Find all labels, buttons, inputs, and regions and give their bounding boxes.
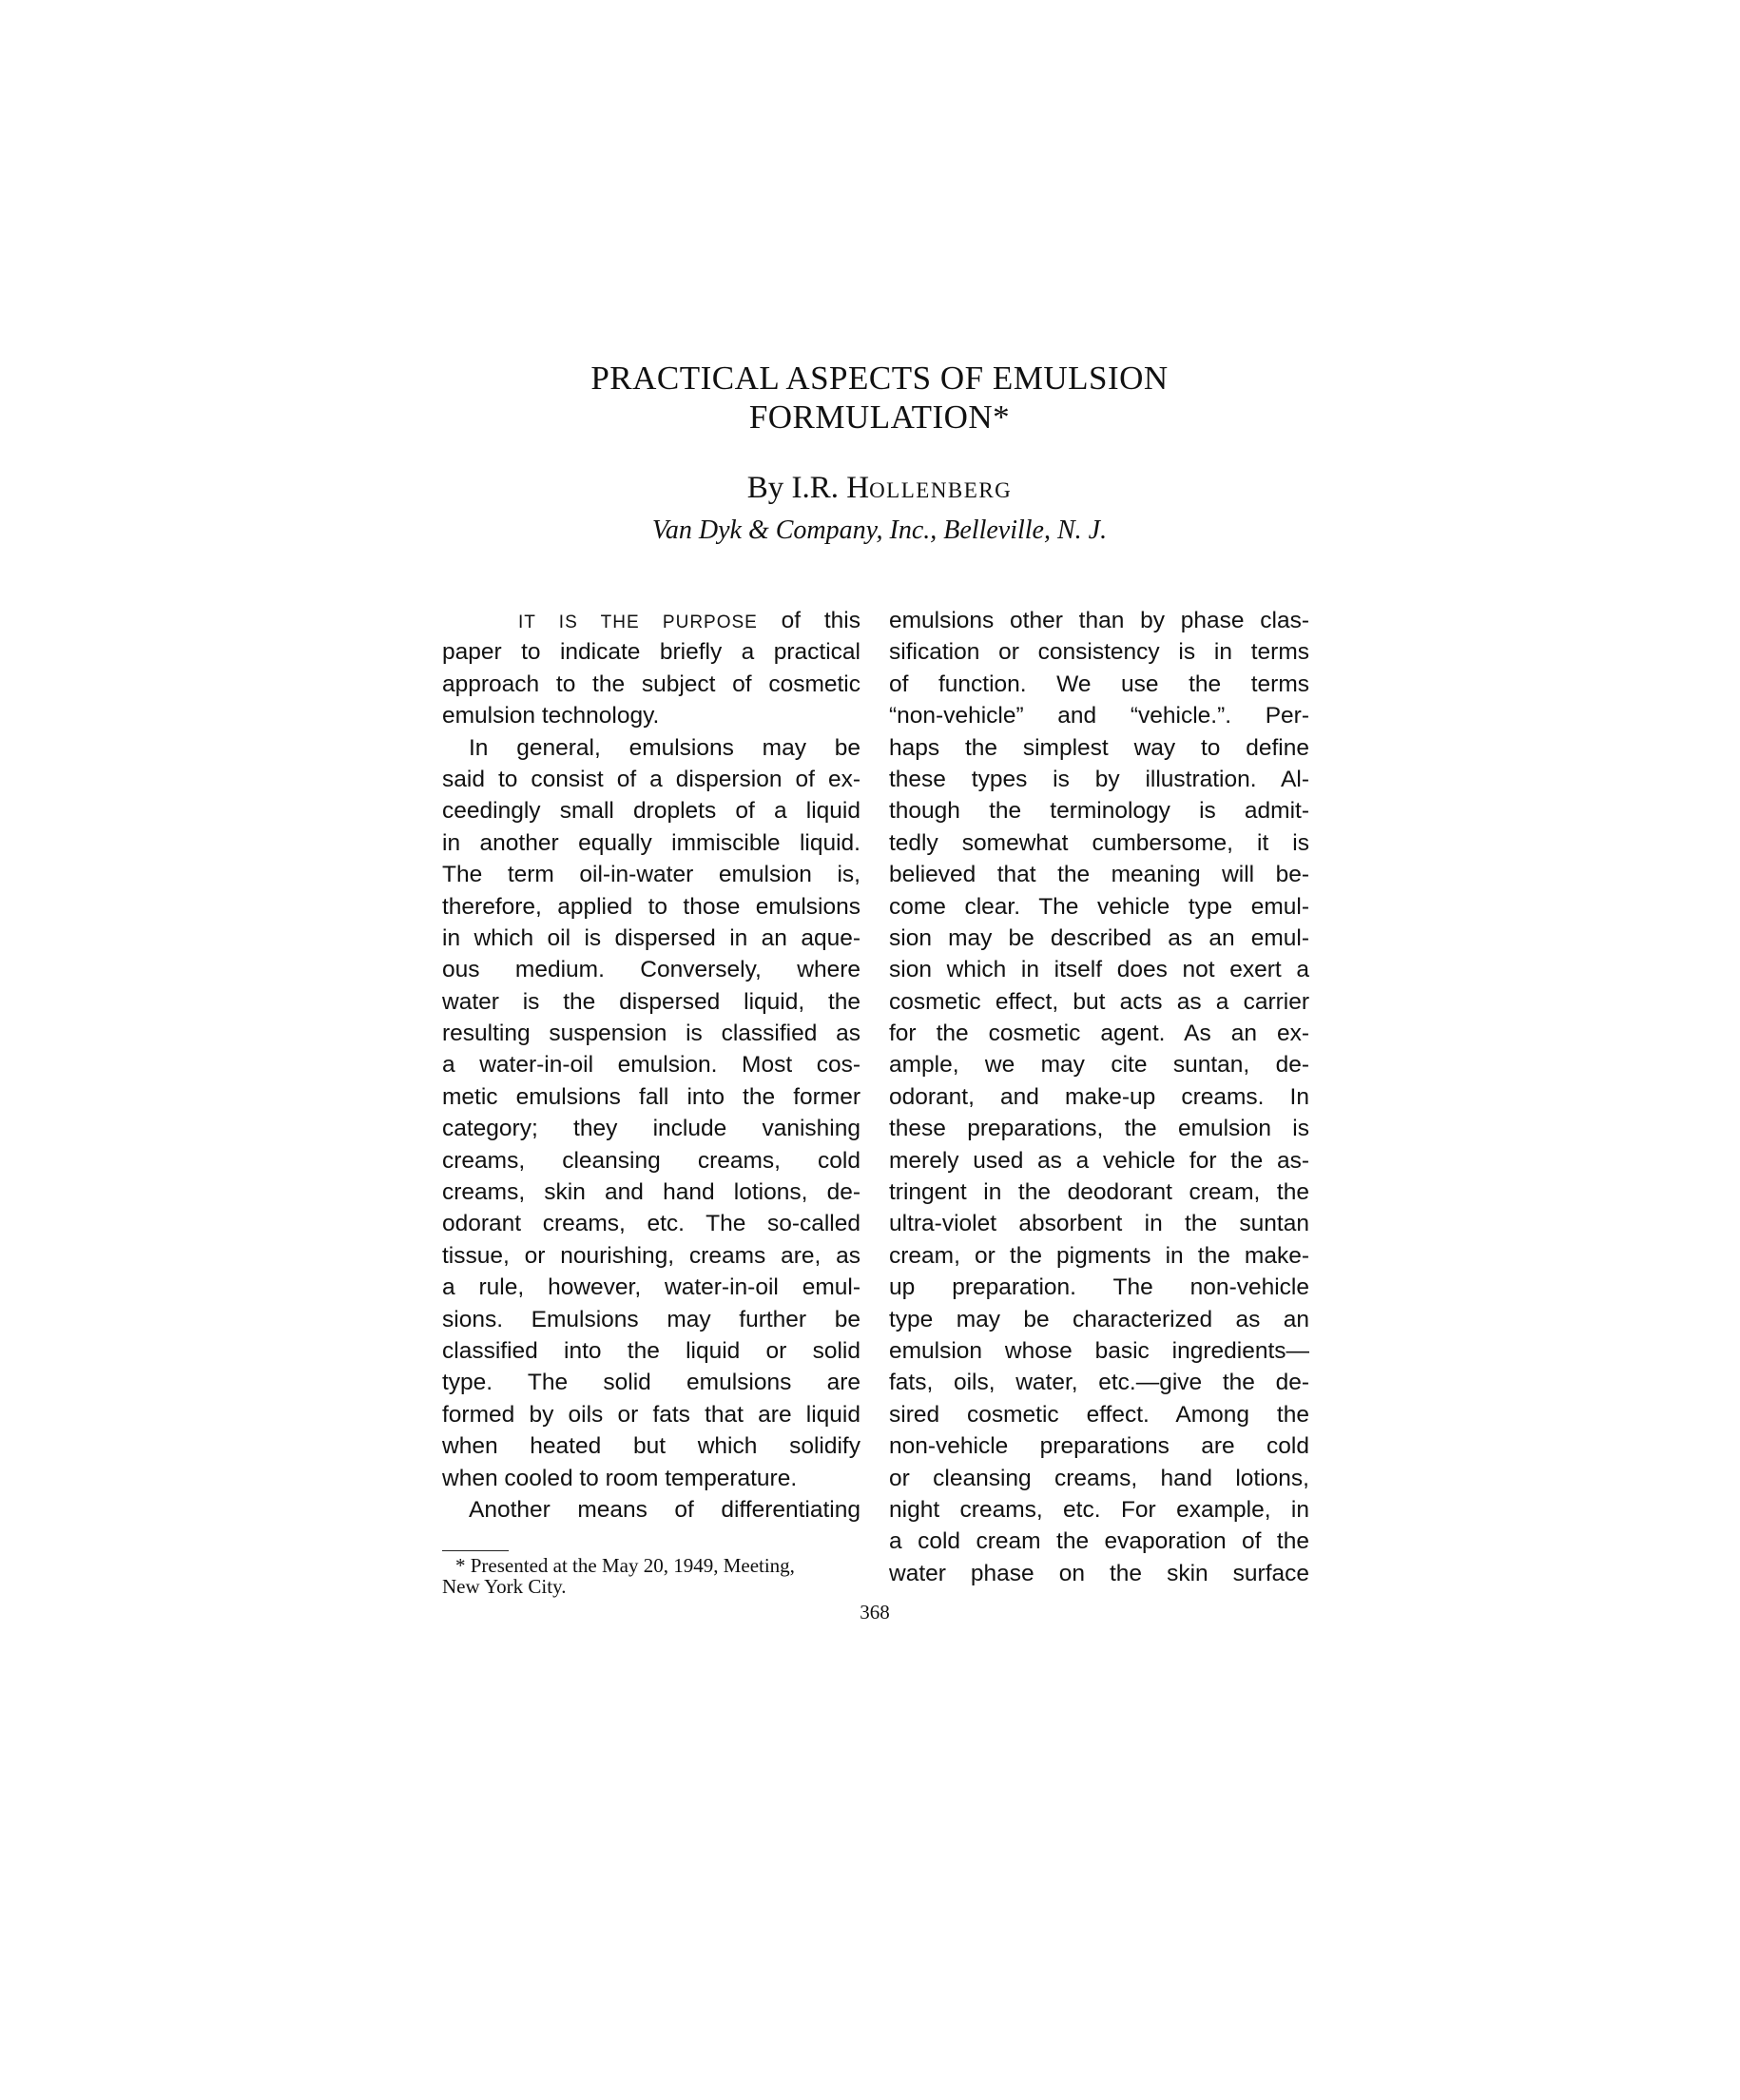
paragraph-line: ceedingly small droplets of a liquid (442, 798, 860, 825)
paragraph-line: believed that the meaning will be- (889, 862, 1309, 888)
paragraph-line: said to consist of a dispersion of ex- (442, 766, 860, 792)
author-affiliation: Van Dyk & Company, Inc., Belleville, N. J. (651, 515, 1108, 545)
paragraph-line: ous medium. Conversely, where (442, 957, 860, 983)
paragraph-line: come clear. The vehicle type emul- (889, 893, 1309, 920)
paragraph-line: non-vehicle preparations are cold (889, 1433, 1309, 1460)
paragraph-line: paper to indicate briefly a practical (442, 639, 860, 666)
paragraph-line: these types is by illustration. Al- (889, 766, 1309, 792)
right-text-column (889, 605, 1309, 1589)
byline-initial: R. (809, 471, 839, 505)
paragraph-line: The term oil-in-water emulsion is, (442, 862, 860, 888)
paragraph-line: creams, skin and hand lotions, de- (442, 1179, 860, 1206)
paragraph-line: therefore, applied to those emulsions (442, 893, 860, 920)
paragraph-line: sion which in itself does not exert a (889, 957, 1309, 983)
paragraph-line: sired cosmetic effect. Among the (889, 1401, 1309, 1428)
paragraph-line: in which oil is dispersed in an aque- (442, 924, 860, 951)
paragraph-line: odorant creams, etc. The so-called (442, 1211, 860, 1237)
footnote-line: New York City. (442, 1575, 567, 1598)
page-number: 368 (860, 1601, 890, 1624)
paragraph-line: emulsions other than by phase clas- (889, 608, 1309, 633)
paragraph-line: when heated but which solidify (442, 1433, 860, 1460)
paragraph-line: a rule, however, water-in-oil emul- (442, 1274, 860, 1301)
lead-in-small-caps: IT IS THE PURPOSE (518, 612, 758, 632)
paragraph-line: haps the simplest way to define (889, 734, 1309, 761)
footnote (442, 1555, 860, 1597)
paragraph-line: of function. We use the terms (889, 671, 1309, 697)
paragraph-line: tedly somewhat cumbersome, it is (889, 829, 1309, 856)
paragraph-line: metic emulsions fall into the former (442, 1083, 860, 1110)
paragraph-line: cosmetic effect, but acts as a carrier (889, 988, 1309, 1015)
left-text-column (442, 605, 860, 1526)
paragraph-line: creams, cleansing creams, cold (442, 1147, 860, 1174)
paragraph-line: resulting suspension is classified as (442, 1021, 860, 1047)
paragraph-line: water phase on the skin surface (889, 1560, 1309, 1586)
paragraph-line: when cooled to room temperature. (442, 1465, 798, 1491)
paragraph-line: tringent in the deodorant cream, the (889, 1179, 1309, 1206)
footnote-line: * Presented at the May 20, 1949, Meeting, (455, 1554, 795, 1577)
footnote-rule (442, 1550, 509, 1551)
paragraph-line: In general, emulsions may be (469, 734, 860, 761)
paragraph-line: tissue, or nourishing, creams are, as (442, 1242, 860, 1269)
paragraph-line: type may be characterized as an (889, 1306, 1309, 1332)
paragraph-line: water is the dispersed liquid, the (442, 988, 860, 1015)
paragraph-line: or cleansing creams, hand lotions, (889, 1465, 1309, 1491)
author-byline (437, 469, 1322, 510)
paragraph-line: these preparations, the emulsion is (889, 1116, 1309, 1142)
paragraph-line: night creams, etc. For example, in (889, 1496, 1309, 1523)
paragraph-line: fats, oils, water, etc.—give the de- (889, 1370, 1309, 1396)
paragraph-line: cream, or the pigments in the make- (889, 1242, 1309, 1269)
paragraph-line: IT IS THE PURPOSE of this (518, 608, 860, 633)
paragraph-line: for the cosmetic agent. As an ex- (889, 1021, 1309, 1047)
paragraph-line: a water-in-oil emulsion. Most cos- (442, 1052, 860, 1079)
article-title-line-2: FORMULATION* (748, 399, 1011, 436)
paragraph-line: merely used as a vehicle for the as- (889, 1147, 1309, 1174)
paragraph-line: Another means of differentiating (469, 1496, 860, 1523)
paragraph-line: ample, we may cite suntan, de- (889, 1052, 1309, 1079)
paragraph-line: sion may be described as an emul- (889, 924, 1309, 951)
paragraph-line: classified into the liquid or solid (442, 1337, 860, 1364)
paragraph-line: emulsion whose basic ingredients— (889, 1337, 1309, 1364)
paragraph-line: approach to the subject of cosmetic (442, 671, 860, 697)
byline-surname-smallcaps: OLLENBERG (869, 478, 1013, 502)
paragraph-line: though the terminology is admit- (889, 798, 1309, 825)
paragraph-line: up preparation. The non-vehicle (889, 1274, 1309, 1301)
paragraph-line: odorant, and make-up creams. In (889, 1083, 1309, 1110)
paragraph-line: sions. Emulsions may further be (442, 1306, 860, 1332)
paragraph-line: “non-vehicle” and “vehicle.”. Per- (889, 703, 1309, 729)
paragraph-line: sification or consistency is in terms (889, 639, 1309, 666)
paragraph-line: category; they include vanishing (442, 1116, 860, 1142)
byline-surname-capital: H (846, 471, 870, 505)
paragraph-line: formed by oils or fats that are liquid (442, 1401, 860, 1428)
paragraph-line: a cold cream the evaporation of the (889, 1528, 1309, 1555)
paragraph-line: in another equally immiscible liquid. (442, 829, 860, 856)
byline-by: By I. (746, 471, 810, 505)
paragraph-line: type. The solid emulsions are (442, 1370, 860, 1396)
article-title-line-1: PRACTICAL ASPECTS OF EMULSION (590, 360, 1169, 397)
paragraph-line: ultra-violet absorbent in the suntan (889, 1211, 1309, 1237)
paragraph-line: emulsion technology. (442, 703, 660, 729)
